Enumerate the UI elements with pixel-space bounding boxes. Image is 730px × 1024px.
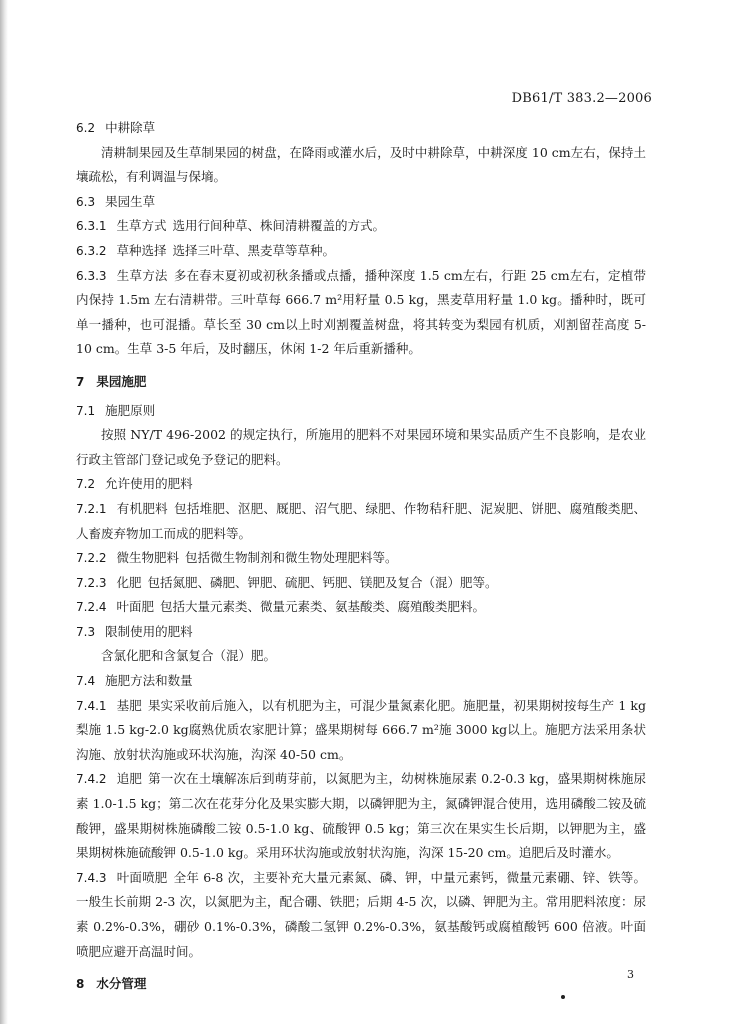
clause-7-2-1: 7.2.1 有机肥料 包括堆肥、沤肥、厩肥、沼气肥、绿肥、作物秸秆肥、泥炭肥、饼肥、腐殖酸类肥、人畜废弃物加工而成的肥料等。 xyxy=(76,500,646,541)
clause-7-2-2: 7.2.2 微生物肥料 包括微生物制剂和微生物处理肥料等。 xyxy=(76,550,398,566)
page-number: 3 xyxy=(627,968,634,981)
scan-speck xyxy=(561,995,565,999)
clause-7-2-3: 7.2.3 化肥 包括氮肥、磷肥、钾肥、硫肥、钙肥、镁肥及复合（混）肥等。 xyxy=(76,574,498,590)
clause-7-4-2: 7.4.2 追肥 第一次在土壤解冻后到萌芽前，以氮肥为主，幼树株施尿素 0.2-0.3 kg，盛果期树株施尿素 1.0-1.5 kg；第二次在花芽分化及果实膨大期，以磷钾肥为主，氮磷钾混合使用，选用磷酸二铵及硫酸钾，盛果期树株施磷酸二铵 0.5-1.0 kg、硫酸钾 0.5 kg；第三次在果实生长后期，以钾肥为主，盛果期树株施硫酸钾 0.5-1.0 kg。采用环状沟施或放射状沟施，沟深 15-20 cm。追肥后及时灌水。 xyxy=(76,771,646,861)
clause-6-3-3: 6.3.3 生草方法 多在春末夏初或初秋条播或点播，播种深度 1.5 cm左右，行距 25 cm左右，定植带内保持 1.5m 左右清耕带。三叶草每 666.7 m²用籽量 0.5 kg，黑麦草用籽量 1.0 kg。播种时，既可单一播种，也可混播。草长至 30 cm以上时刈割覆盖树盘，将其转变为梨园有机质，刈割留茬高度 5-10 cm。生草 3-5 年后，及时翻压，休闲 1-2 年后重新播种。 xyxy=(76,267,646,357)
heading-8: 8 水分管理 xyxy=(76,976,147,992)
clause-6-3-1: 6.3.1 生草方式 选用行间种草、株间清耕覆盖的方式。 xyxy=(76,218,386,234)
paragraph-7-1: 按照 NY/T 496-2002 的规定执行，所施用的肥料不对果园环境和果实品质产生不良影响，是农业行政主管部门登记或免予登记的肥料。 xyxy=(76,427,646,467)
heading-6-2: 6.2 中耕除草 xyxy=(76,120,156,135)
heading-7-1: 7.1 施肥原则 xyxy=(76,402,156,418)
heading-7-3: 7.3 限制使用的肥料 xyxy=(76,623,193,639)
paragraph-7-3: 含氯化肥和含氯复合（混）肥。 xyxy=(101,648,277,664)
clause-7-4-1: 7.4.1 基肥 果实采收前后施入，以有机肥为主，可混少量氮素化肥。施肥量，初果期树按每生产 1 kg梨施 1.5 kg-2.0 kg腐熟优质农家肥计算；盛果期树每 666.7 m²施 3000 kg以上。施肥方法采用条状沟施、放射状沟施或环状沟施，沟深 40-50 cm。 xyxy=(76,697,646,762)
clause-6-3-2: 6.3.2 草种选择 选择三叶草、黑麦草等草种。 xyxy=(76,242,336,258)
document-code: DB61/T 383.2—2006 xyxy=(511,91,652,106)
heading-7-2: 7.2 允许使用的肥料 xyxy=(76,476,193,492)
clause-7-4-3: 7.4.3 叶面喷肥 全年 6-8 次，主要补充大量元素氮、磷、钾，中量元素钙，微量元素硼、锌、铁等。一般生长前期 2-3 次，以氮肥为主，配合硼、铁肥；后期 4-5 次，以磷、钾肥为主。常用肥料浓度：尿素 0.2%-0.3%，硼砂 0.1%-0.3%，磷酸二氢钾 0.2%-0.3%，氨基酸钙或腐植酸钙 600 倍液。叶面喷肥应避开高温时间。 xyxy=(76,869,646,959)
document-body xyxy=(76,116,646,1001)
paragraph-6-2: 清耕制果园及生草制果园的树盘，在降雨或灌水后，及时中耕除草，中耕深度 10 cm左右，保持土壤疏松，有利调温与保墒。 xyxy=(76,144,646,185)
clause-7-2-4: 7.2.4 叶面肥 包括大量元素类、微量元素类、氨基酸类、腐殖酸类肥料。 xyxy=(76,599,486,615)
scan-edge-shadow xyxy=(0,0,8,1024)
heading-7: 7 果园施肥 xyxy=(76,373,147,389)
heading-6-3: 6.3 果园生草 xyxy=(76,193,156,209)
heading-7-4: 7.4 施肥方法和数量 xyxy=(76,673,193,689)
